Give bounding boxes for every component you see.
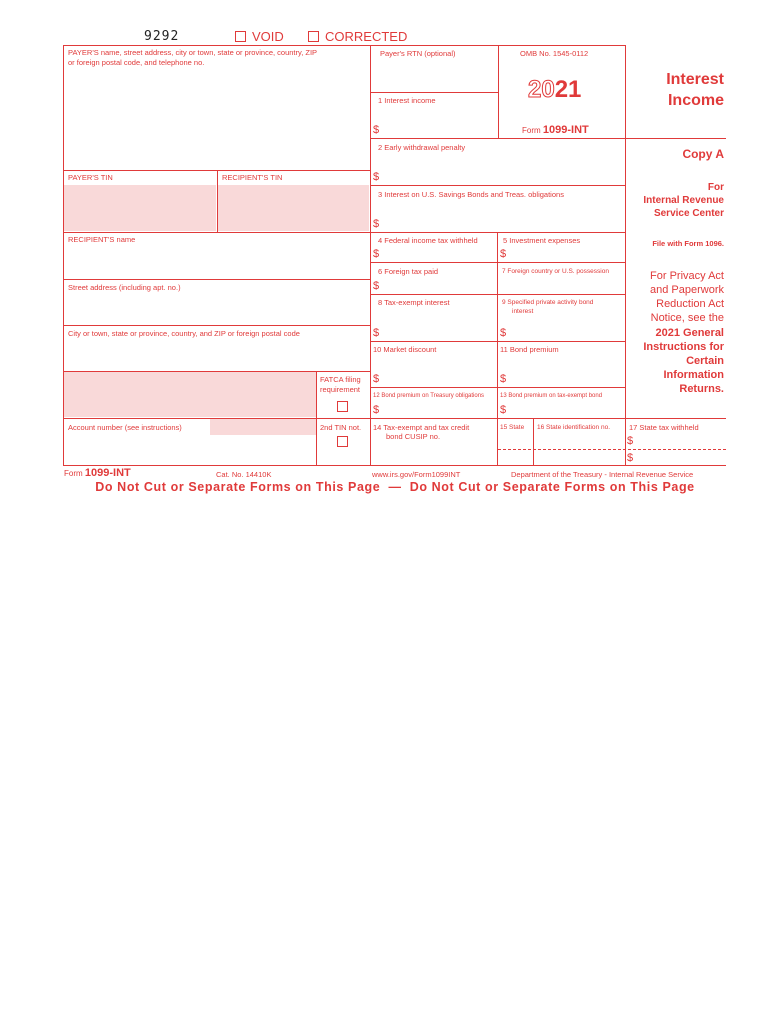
privacy-line6: Instructions for — [643, 341, 724, 353]
for-irs-line2: Internal Revenue — [643, 195, 724, 206]
box-17-label: 17 State tax withheld — [629, 423, 699, 432]
city-label: City or town, state or province, country, and ZIP or foreign postal code — [68, 329, 300, 338]
treasury-dept: Department of the Treasury - Internal Revenue Service — [511, 470, 694, 479]
fatca-label-1: FATCA filing — [320, 375, 361, 384]
account-number-label: Account number (see instructions) — [68, 423, 182, 432]
box-8-label: 8 Tax-exempt interest — [378, 298, 450, 307]
year-display — [528, 76, 581, 104]
street-address-field[interactable] — [64, 294, 369, 324]
box-1-label: 1 Interest income — [378, 96, 436, 105]
recipient-name-field[interactable] — [64, 246, 369, 278]
box-14-label-1: 14 Tax-exempt and tax credit — [373, 423, 470, 432]
payer-tin-label: PAYER'S TIN — [68, 173, 113, 182]
box-3-field[interactable] — [381, 200, 624, 231]
payer-name-label-1: PAYER'S name, street address, city or town, state or province, country, ZIP — [68, 48, 318, 57]
corrected-checkbox[interactable] — [308, 31, 319, 42]
recipient-tin-label: RECIPIENT'S TIN — [222, 173, 283, 182]
do-not-cut-warning: Do Not Cut or Separate Forms on This Page — Do Not Cut or Separate Forms on This Page — [95, 480, 695, 494]
void-checkbox[interactable] — [235, 31, 246, 42]
box-9-label-2: interest — [512, 308, 534, 315]
form-name: 1099-INT — [542, 124, 589, 136]
fatca-checkbox[interactable] — [337, 401, 348, 412]
void-label: VOID — [252, 29, 284, 44]
box-3-label: 3 Interest on U.S. Savings Bonds and Treas. obligations — [378, 190, 564, 199]
irs-url: www.irs.gov/Form1099INT — [372, 470, 461, 479]
omb-label: OMB No. 1545-0112 — [520, 49, 589, 58]
privacy-line2: and Paperwork — [650, 284, 724, 296]
payer-tin-field[interactable] — [64, 185, 216, 231]
box-12-label: 12 Bond premium on Treasury obligations — [373, 393, 485, 399]
box-4-currency: $ — [373, 248, 380, 260]
box-13-currency: $ — [500, 404, 507, 416]
for-irs-line1: For — [707, 182, 724, 193]
box-2-label: 2 Early withdrawal penalty — [378, 143, 466, 152]
recipient-extra-field[interactable] — [64, 372, 316, 417]
title-income: Income — [667, 92, 724, 109]
file-with-note: File with Form 1096. — [652, 239, 724, 248]
privacy-line9: Returns. — [679, 383, 724, 395]
privacy-line3: Reduction Act — [656, 298, 724, 310]
box-11-label: 11 Bond premium — [500, 345, 559, 354]
box-3-currency: $ — [373, 218, 380, 230]
box-5-currency: $ — [500, 248, 507, 260]
box-2-currency: $ — [373, 171, 380, 183]
title-interest: Interest — [666, 71, 724, 88]
form-name-title — [522, 125, 589, 136]
footer-form-id — [64, 467, 131, 480]
second-tin-checkbox[interactable] — [337, 436, 348, 447]
box-5-label: 5 Investment expenses — [503, 236, 581, 245]
account-number-field[interactable] — [210, 419, 316, 435]
footer-form-name: 1099-INT — [84, 467, 131, 479]
box-7-label: 7 Foreign country or U.S. possession — [502, 268, 609, 275]
box-10-currency: $ — [373, 373, 380, 385]
city-field[interactable] — [64, 340, 369, 370]
box-10-label: 10 Market discount — [373, 345, 437, 354]
box-14-label-2: bond CUSIP no. — [386, 432, 441, 441]
form-number: 9292 — [144, 29, 180, 44]
street-address-label: Street address (including apt. no.) — [68, 283, 181, 292]
box-1-currency: $ — [373, 124, 380, 136]
year-prefix: 20 — [528, 76, 555, 103]
recipient-name-label: RECIPIENT'S name — [68, 235, 136, 244]
fatca-label-2: requirement — [320, 385, 361, 394]
privacy-line8: Information — [663, 369, 724, 381]
box-9-label-1: 9 Specified private activity bond — [502, 299, 594, 306]
payer-name-label-2: or foreign postal code, and telephone no. — [68, 58, 205, 67]
recipient-tin-field[interactable] — [218, 185, 369, 231]
privacy-line7: Certain — [686, 355, 724, 367]
box-15-label: 15 State — [500, 424, 525, 431]
copy-a-label: Copy A — [682, 147, 724, 161]
second-tin-label: 2nd TIN not. — [320, 423, 362, 432]
privacy-line1: For Privacy Act — [650, 270, 724, 282]
form-label: Form — [522, 126, 541, 135]
box-17-currency-1: $ — [627, 435, 634, 447]
box-11-currency: $ — [500, 373, 507, 385]
box-17-currency-2: $ — [627, 452, 634, 464]
for-irs-line3: Service Center — [653, 208, 724, 219]
box-1-field[interactable] — [381, 107, 497, 137]
payer-name-field[interactable] — [64, 70, 369, 169]
box-4-label: 4 Federal income tax withheld — [378, 236, 478, 245]
privacy-line4: Notice, see the — [650, 312, 724, 324]
box-2-field[interactable] — [381, 153, 624, 184]
box-9-currency: $ — [500, 327, 507, 339]
box-6-currency: $ — [373, 280, 380, 292]
rtn-label: Payer's RTN (optional) — [380, 49, 456, 58]
corrected-label: CORRECTED — [325, 29, 408, 44]
box-8-currency: $ — [373, 327, 380, 339]
footer-form-label: Form — [64, 469, 83, 478]
box-6-label: 6 Foreign tax paid — [378, 267, 439, 276]
privacy-line5: 2021 General — [655, 327, 724, 339]
cat-number: Cat. No. 14410K — [216, 470, 272, 479]
year-suffix: 21 — [554, 76, 582, 103]
box-16-label: 16 State identification no. — [537, 424, 610, 431]
box-13-label: 13 Bond premium on tax-exempt bond — [500, 393, 603, 399]
rtn-field[interactable] — [371, 60, 497, 91]
box-12-currency: $ — [373, 404, 380, 416]
